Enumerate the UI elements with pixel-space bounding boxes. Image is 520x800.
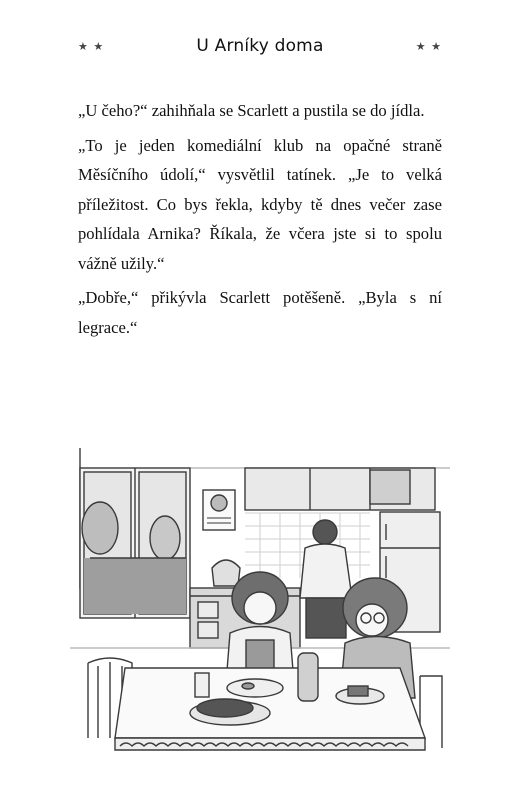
window-icon <box>80 468 190 618</box>
juice-bottle-icon <box>298 653 318 701</box>
decorative-stars-left-icon: ★ ★ <box>78 40 105 53</box>
paragraph-2: „To je jeden komediální klub na opačné straně Měsíčního údolí,“ vysvětlil tatínek. „Je to velká příležitost. Co bys řekla, kdyby tě dnes večer zase pohlídala Arnika? Říkala, že včera jste si to spolu vážně užily.“ <box>78 135 442 273</box>
chapter-title: U Arníky doma <box>196 36 324 56</box>
father-figure-icon <box>300 520 352 638</box>
breakfast-plate-icon <box>227 679 283 697</box>
page-header <box>0 34 520 64</box>
kitchen-illustration <box>70 448 450 768</box>
body-text <box>78 96 442 347</box>
upper-cabinets-icon <box>245 468 435 510</box>
calendar-icon <box>203 490 235 530</box>
paragraph-1: „U čeho?“ zahihňala se Scarlett a pustila se do jídla. <box>78 101 425 120</box>
decorative-stars-right-icon: ★ ★ <box>415 40 442 53</box>
paragraph-3: „Dobře,“ přikývla Scarlett potěšeně. „Byla s ní legrace.“ <box>78 288 442 337</box>
glass-icon <box>195 673 209 697</box>
